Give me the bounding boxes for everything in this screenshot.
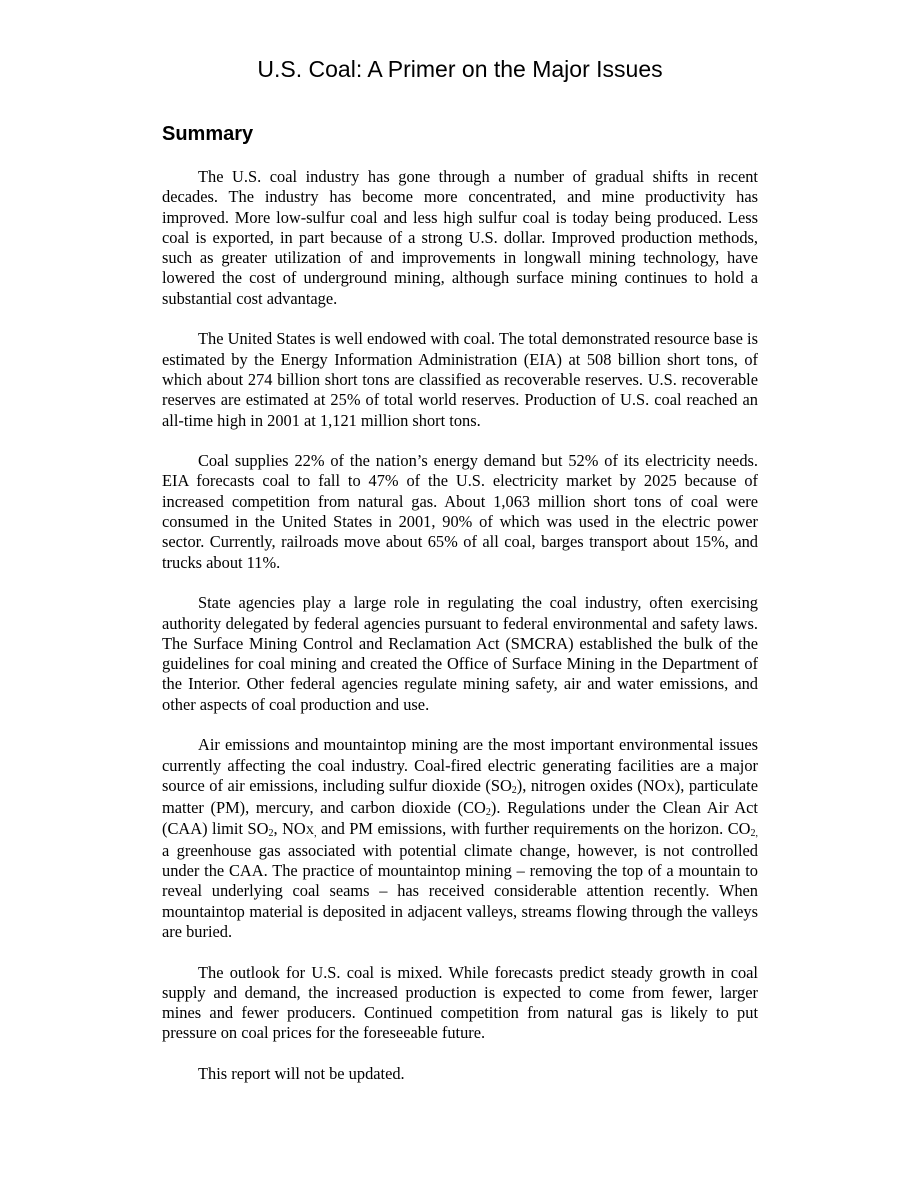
paragraph-regulation: State agencies play a large role in regulating the coal industry, often exercising authority delegated by federal agencies pursuant to federal environmental and safety laws. The Surface Mining Control and Reclamation Act (SMCRA) established the bulk of the guidelines for coal mining and created the Office of Surface Mining in the Department of the Interior. Other federal agencies regulate mining safety, air and water emissions, and other aspects of coal production and use. [162, 593, 758, 714]
summary-body [162, 167, 758, 1105]
paragraph-environmental-issues [162, 735, 758, 942]
subscript-2: 2 [511, 784, 517, 796]
text-segment: and PM emissions, with further requirements on the horizon. CO [316, 818, 751, 838]
text-segment: ), particulate matter (PM), mercury, and carbon dioxide (CO [162, 775, 758, 818]
text-segment: ), nitrogen oxides (NO [516, 775, 667, 795]
subscript-2: 2 [485, 807, 491, 819]
paragraph-outlook: The outlook for U.S. coal is mixed. While forecasts predict steady growth in coal supply and demand, the increased production is expected to come from fewer, larger mines and fewer producers. Continued competition from natural gas is likely to put pressure on coal prices for the foreseeable future. [162, 962, 758, 1043]
summary-heading: Summary [162, 123, 254, 145]
subscript-2: 2 [268, 827, 274, 839]
page-title: U.S. Coal: A Primer on the Major Issues [257, 56, 663, 82]
paragraph-coal-reserves: The United States is well endowed with coal. The total demonstrated resource base is estimated by the Energy Information Administration (EIA) at 508 billion short tons, of which about 274 billion short tons are classified as recoverable reserves. U.S. recoverable reserves are estimated at 25% of total world reserves. Production of U.S. coal reached an all-time high in 2001 at 1,121 million short tons. [162, 329, 758, 430]
paragraph-update-note: This report will not be updated. [198, 1064, 405, 1084]
text-segment: a greenhouse gas associated with potential climate change, however, is not controlled under the CAA. The practice of mountaintop mining – removing the top of a mountain to reveal underlying coal seams – has received considerable attention recently. When mountaintop material is deposited in adjacent valleys, streams flowing through the valleys are buried. [162, 840, 758, 941]
subscript-2-comma: 2, [750, 827, 759, 839]
text-segment: , NO [273, 818, 306, 838]
paragraph-industry-shifts: The U.S. coal industry has gone through a number of gradual shifts in recent decades. The industry has become more concentrated, and mine productivity has improved. More low-sulfur coal and less high sulfur coal is today being produced. Less coal is exported, in part because of a strong U.S. dollar. Improved production methods, such as greater utilization of and improvements in longwall mining technology, have lowered the cost of underground mining, although surface mining continues to hold a substantial cost advantage. [162, 167, 758, 308]
small-x: X [305, 824, 315, 837]
small-x: X [666, 781, 675, 794]
subscript-comma: , [314, 827, 317, 839]
text-segment: Air emissions and mountaintop mining are the most important environmental issues currently affecting the coal industry. Coal-fired electric generating facilities are a major source of air emissions, including sulfur dioxide (SO [162, 735, 758, 795]
paragraph-coal-consumption: Coal supplies 22% of the nation’s energy demand but 52% of its electricity needs. EIA forecasts coal to fall to 47% of the U.S. electricity market by 2025 because of increased competition from natural gas. About 1,063 million short tons of coal were consumed in the United States in 2001, 90% of which was used in the electric power sector. Currently, railroads move about 65% of all coal, barges transport about 15%, and trucks about 11%. [162, 451, 758, 572]
text-segment: ). Regulations under the Clean Air Act (CAA) limit SO [162, 798, 758, 838]
